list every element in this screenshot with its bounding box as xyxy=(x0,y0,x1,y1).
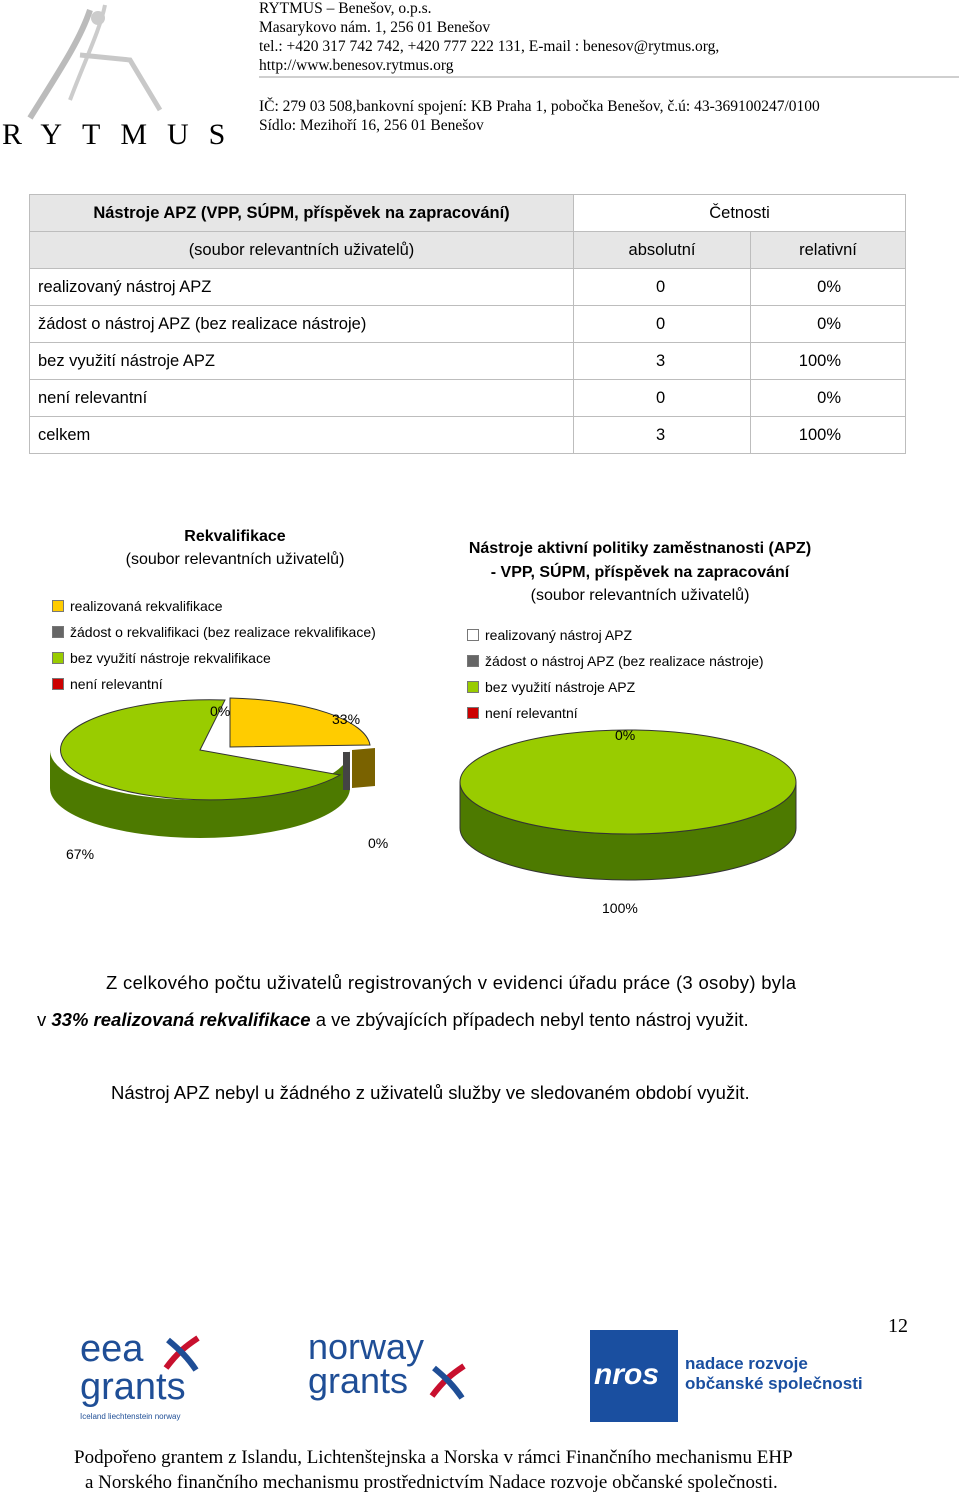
org-ico-bank: IČ: 279 03 508,bankovní spojení: KB Praha 1, pobočka Benešov, č.ú: 43-369100247/0100 xyxy=(259,98,820,115)
row-abs: 3 xyxy=(574,417,751,454)
chart2-title: Nástroje aktivní politiky zaměstnanosti (APZ) xyxy=(468,540,812,557)
logo-text: RYTMUS xyxy=(2,118,246,151)
nros-logo xyxy=(590,1330,880,1422)
table-subtitle: (soubor relevantních uživatelů) xyxy=(30,232,574,269)
pie-label: 0% xyxy=(210,703,231,719)
chart1-subtitle: (soubor relevantních uživatelů) xyxy=(125,551,345,568)
footer-line2: a Norského finančního mechanismu prostřednictvím Nadace rozvoje občanské společnosti. xyxy=(85,1472,778,1493)
row-rel: 0% xyxy=(751,306,906,343)
row-label: celkem xyxy=(30,417,574,454)
row-abs: 0 xyxy=(574,380,751,417)
legend-label: žádost o rekvalifikaci (bez realizace rekvalifikace) xyxy=(70,624,376,640)
chart-rekvalifikace xyxy=(40,520,430,870)
table-row xyxy=(30,417,906,454)
legend-item xyxy=(467,622,764,648)
legend-swatch xyxy=(467,707,479,719)
row-rel: 0% xyxy=(751,269,906,306)
chart2-subtitle: (soubor relevantních uživatelů) xyxy=(530,587,750,604)
legend-item xyxy=(52,619,376,645)
chart-apz xyxy=(445,530,845,920)
norway-logo-line2: grants xyxy=(308,1360,409,1401)
legend-swatch xyxy=(52,626,64,638)
pie-label: 33% xyxy=(332,711,361,727)
table-title: Nástroje APZ (VPP, SÚPM, příspěvek na zapracování) xyxy=(30,195,574,232)
paragraph-emphasis: 33% realizovaná rekvalifikace xyxy=(51,1009,311,1030)
eea-logo-countries: Iceland liechtenstein norway xyxy=(80,1412,181,1421)
rytmus-logo xyxy=(0,0,246,155)
eea-grants-logo xyxy=(80,1330,210,1425)
legend-label: bez využití nástroje rekvalifikace xyxy=(70,650,271,666)
legend-swatch xyxy=(467,681,479,693)
header-divider xyxy=(259,76,959,78)
legend-label: není relevantní xyxy=(70,676,163,692)
org-address: Masarykovo nám. 1, 256 01 Benešov xyxy=(259,19,491,36)
paragraph-line3: Nástroj APZ nebyl u žádného z uživatelů služby ve sledovaném období využit. xyxy=(111,1082,750,1103)
frequency-header: Četnosti xyxy=(574,195,906,232)
legend-swatch xyxy=(52,678,64,690)
legend-item xyxy=(467,674,764,700)
paragraph-text: v xyxy=(37,1009,52,1030)
row-abs: 3 xyxy=(574,343,751,380)
legend-swatch xyxy=(52,652,64,664)
legend-label: žádost o nástroj APZ (bez realizace nástroje) xyxy=(485,653,764,669)
row-label: bez využití nástroje APZ xyxy=(30,343,574,380)
eea-logo-line2: grants xyxy=(80,1366,186,1408)
eea-cross-icon xyxy=(158,1332,202,1376)
table-row xyxy=(30,380,906,417)
row-abs: 0 xyxy=(574,306,751,343)
norway-cross-icon xyxy=(424,1360,468,1404)
row-label: realizovaný nástroj APZ xyxy=(30,269,574,306)
paragraph-text: a ve zbývajících případech nebyl tento nástroj využit. xyxy=(310,1009,749,1030)
header-registration xyxy=(259,97,820,135)
paragraph-line2 xyxy=(37,1009,749,1031)
frequency-table xyxy=(29,194,906,454)
row-rel: 100% xyxy=(751,417,906,454)
row-label: není relevantní xyxy=(30,380,574,417)
chart2-pie xyxy=(445,720,845,920)
org-name: RYTMUS – Benešov, o.p.s. xyxy=(259,0,432,17)
col-absolute: absolutní xyxy=(574,232,751,269)
org-website: http://www.benesov.rytmus.org xyxy=(259,57,454,74)
legend-label: realizovaný nástroj APZ xyxy=(485,627,633,643)
paragraph-line1: Z celkového počtu uživatelů registrovaných v evidenci úřadu práce (3 osoby) byla xyxy=(106,972,797,993)
header-contact xyxy=(259,0,719,75)
row-rel: 100% xyxy=(751,343,906,380)
row-label: žádost o nástroj APZ (bez realizace nástroje) xyxy=(30,306,574,343)
legend-swatch xyxy=(467,629,479,641)
pie-side-yellow xyxy=(350,748,375,788)
legend-swatch xyxy=(52,600,64,612)
chart1-legend xyxy=(52,593,376,697)
chart2-title-line2: - VPP, SÚPM, příspěvek na zapracování xyxy=(490,564,790,581)
pie-label: 100% xyxy=(602,900,638,916)
nros-logo-line1: nadace rozvoje xyxy=(685,1354,808,1373)
page-number: 12 xyxy=(888,1315,908,1337)
org-seat: Sídlo: Mezihoří 16, 256 01 Benešov xyxy=(259,117,484,134)
table-row xyxy=(30,269,906,306)
table-row xyxy=(30,306,906,343)
row-abs: 0 xyxy=(574,269,751,306)
chart2-legend xyxy=(467,622,764,726)
footer-line1: Podpořeno grantem z Islandu, Lichtenštejnska a Norska v rámci Finančního mechanismu EHP xyxy=(74,1447,793,1468)
chart1-title: Rekvalifikace xyxy=(184,528,286,545)
row-rel: 0% xyxy=(751,380,906,417)
legend-label: realizovaná rekvalifikace xyxy=(70,598,223,614)
table-row xyxy=(30,343,906,380)
col-relative: relativní xyxy=(751,232,906,269)
chart1-pie xyxy=(40,690,430,870)
pie-side-gray xyxy=(343,752,350,790)
nros-mark xyxy=(590,1330,678,1422)
nros-logo-line2: občanské společnosti xyxy=(685,1374,863,1393)
legend-item xyxy=(52,593,376,619)
running-figure-icon xyxy=(10,0,210,120)
legend-label: není relevantní xyxy=(485,705,578,721)
legend-item xyxy=(52,645,376,671)
pie-label: 0% xyxy=(615,727,636,743)
legend-item xyxy=(467,648,764,674)
legend-label: bez využití nástroje APZ xyxy=(485,679,636,695)
pie-label: 67% xyxy=(66,846,95,862)
pie-slice-green xyxy=(460,730,796,834)
pie-label: 0% xyxy=(368,835,389,851)
nros-mark-text: nros xyxy=(594,1358,660,1391)
legend-swatch xyxy=(467,655,479,667)
eea-logo-line1: eea xyxy=(80,1328,144,1370)
norway-logo-line1: norway xyxy=(308,1326,425,1367)
norway-grants-logo xyxy=(308,1326,468,1401)
org-phone-email: tel.: +420 317 742 742, +420 777 222 131, E-mail : benesov@rytmus.org, xyxy=(259,38,720,55)
